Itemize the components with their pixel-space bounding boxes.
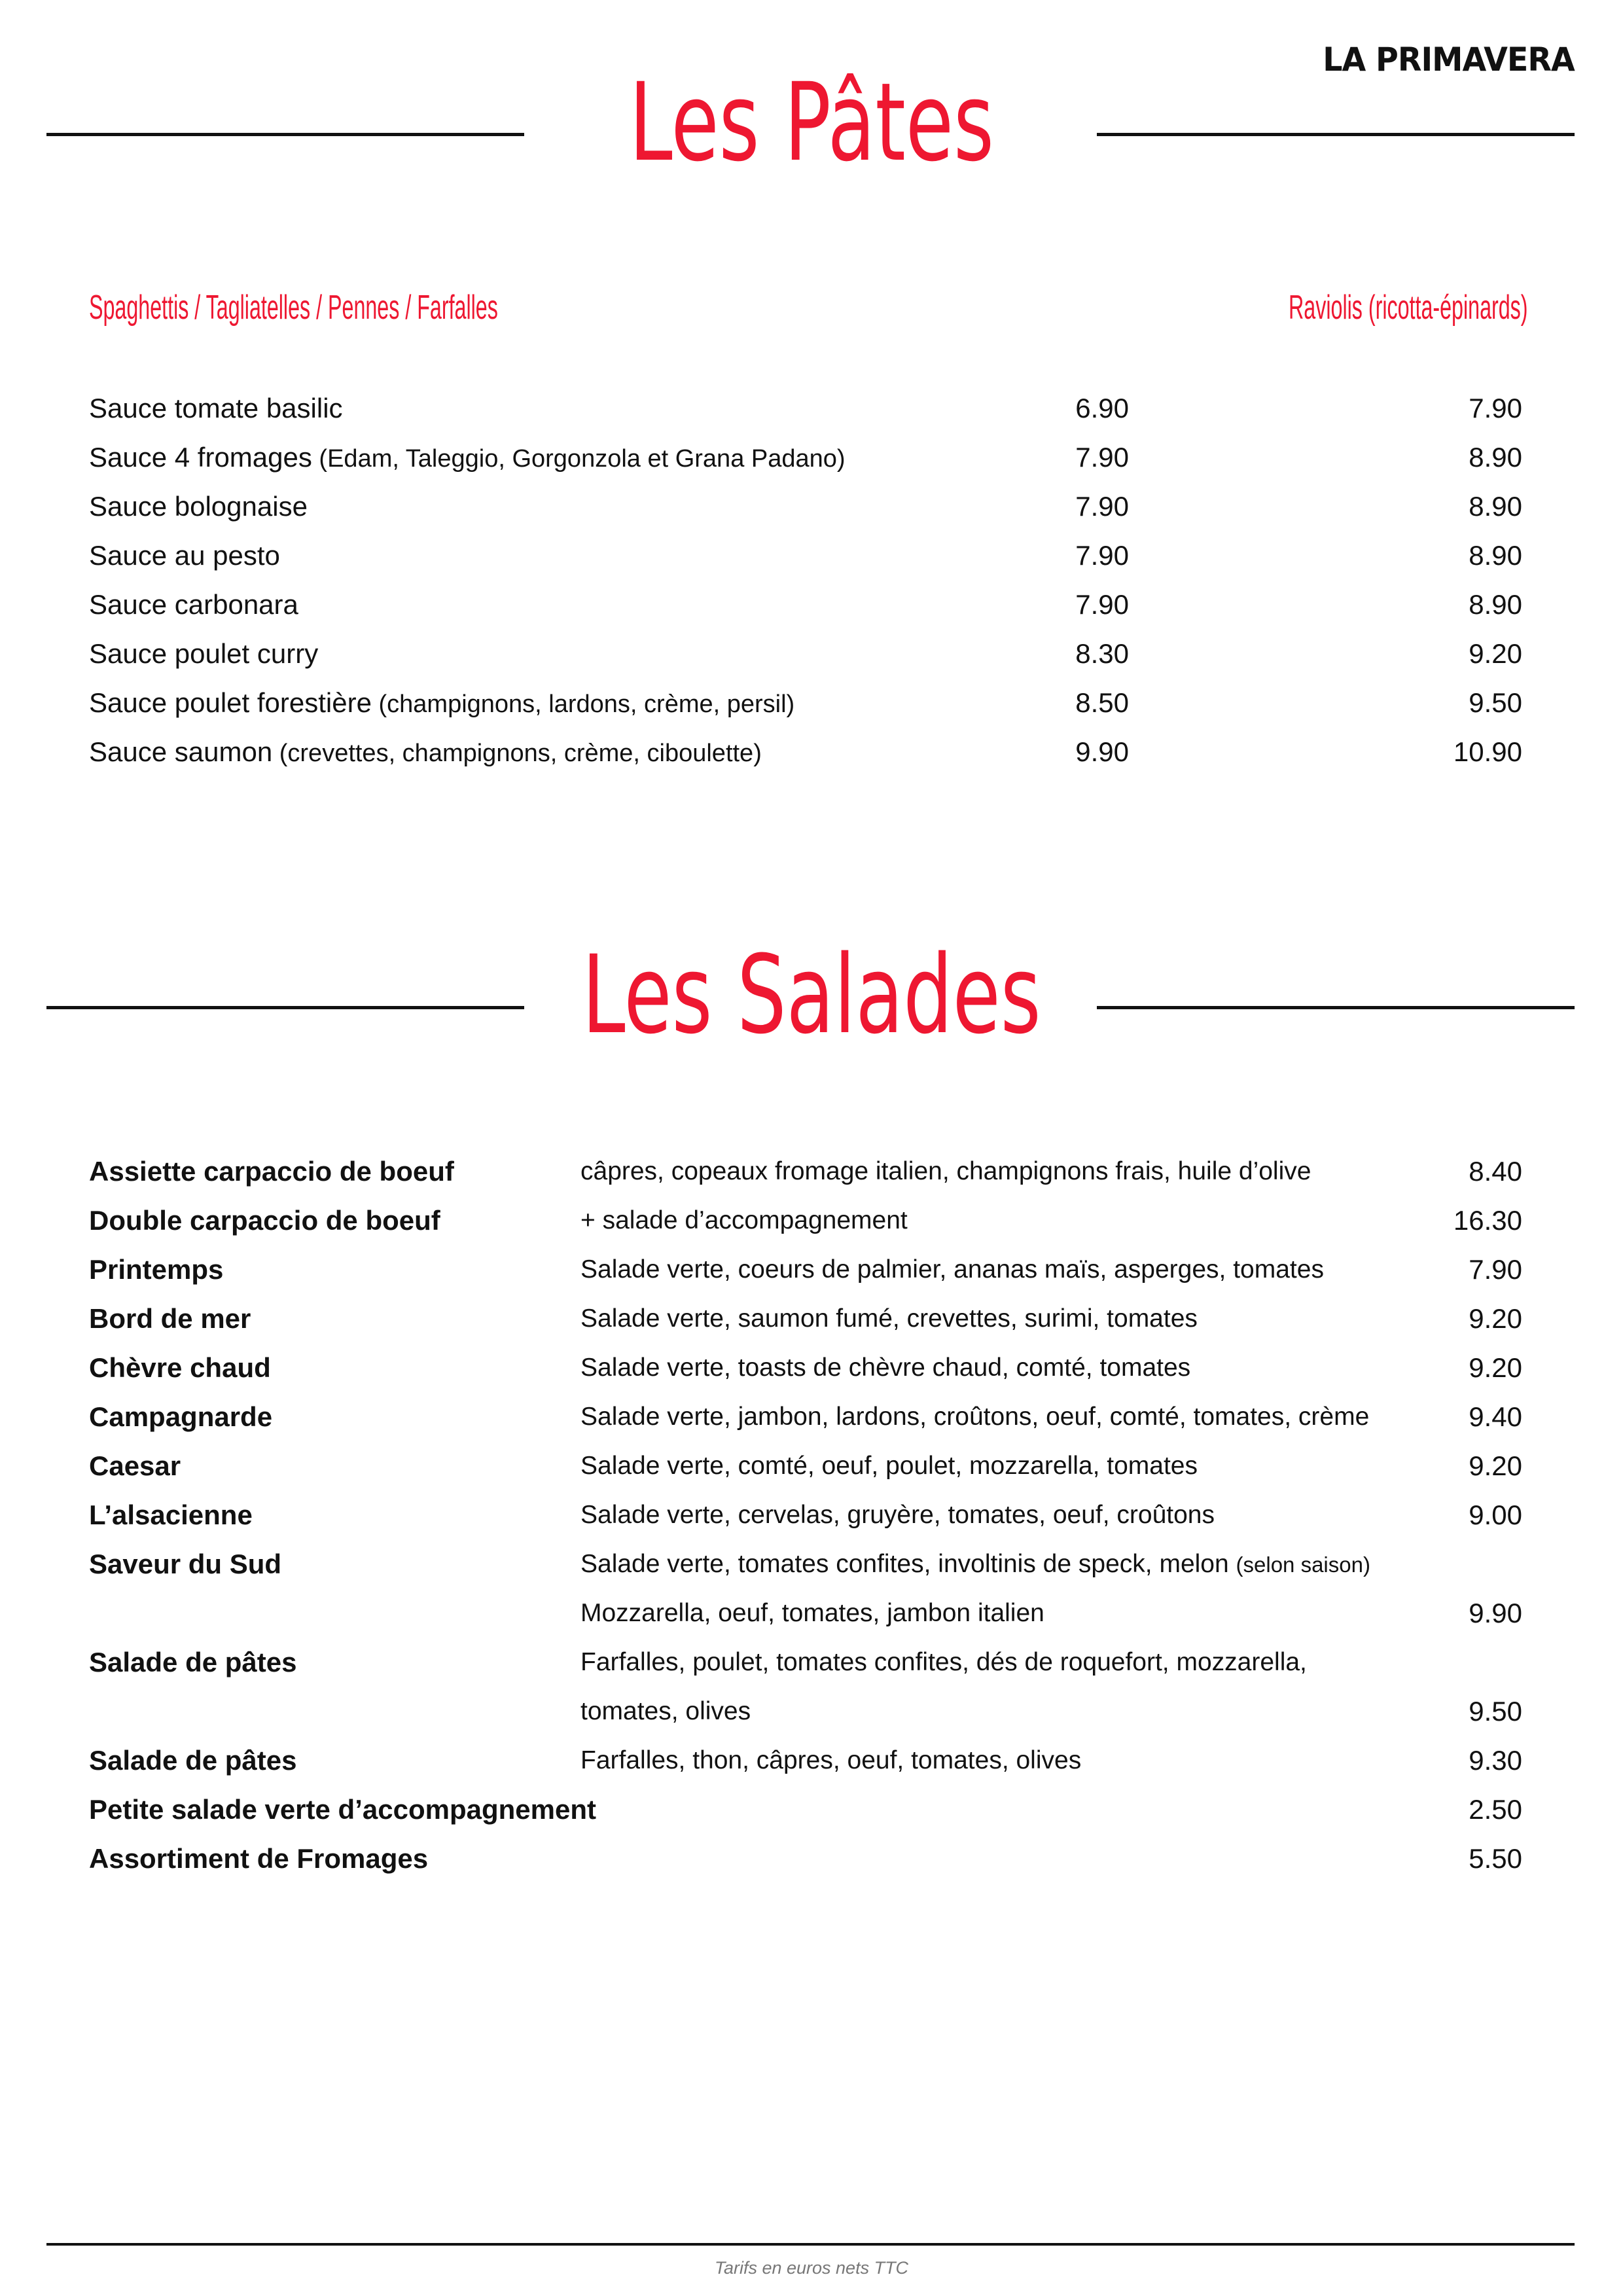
salad-description (580, 1588, 1044, 1638)
price-pasta: 7.90 (1075, 442, 1129, 473)
salad-description (580, 1196, 908, 1245)
menu-row (0, 678, 1623, 727)
dish-name (89, 482, 308, 531)
menu-row (0, 1736, 1623, 1785)
salad-name: Assiette carpaccio de boeuf (89, 1156, 454, 1187)
menu-row (0, 1196, 1623, 1245)
salad-name: Campagnarde (89, 1401, 273, 1432)
salad-description (580, 1392, 1369, 1441)
menu-row (0, 1490, 1623, 1539)
description-text: Mozzarella, oeuf, tomates, jambon italien (580, 1599, 1044, 1627)
salad-price: 9.30 (1469, 1745, 1522, 1776)
menu-row (0, 1834, 1623, 1883)
price-raviolis: 8.90 (1469, 589, 1522, 620)
title-text: Les Pâtes (629, 60, 994, 185)
menu-row (0, 1343, 1623, 1392)
dish-name (89, 727, 762, 778)
dish-name-text: Sauce bolognaise (89, 491, 308, 522)
price-raviolis: 9.50 (1469, 687, 1522, 718)
menu-row (0, 384, 1623, 433)
salad-description (580, 1736, 1081, 1785)
description-text: Farfalles, poulet, tomates confites, dés de roquefort, mozzarella, (580, 1648, 1307, 1676)
salad-description (580, 1294, 1198, 1343)
description-text: Salade verte, comté, oeuf, poulet, mozzarella, tomates (580, 1452, 1198, 1480)
dish-name-text: Sauce poulet curry (89, 638, 319, 669)
price-raviolis: 8.90 (1469, 442, 1522, 473)
footer-divider (46, 2243, 1575, 2246)
salad-name: L’alsacienne (89, 1499, 253, 1530)
header-text: Spaghettis / Tagliatelles / Pennes / Farfalles (89, 289, 498, 327)
salad-name: Double carpaccio de boeuf (89, 1205, 440, 1236)
salad-price: 9.90 (1469, 1598, 1522, 1628)
dish-name (89, 580, 298, 629)
salad-price: 9.40 (1469, 1401, 1522, 1432)
salad-price: 8.40 (1469, 1156, 1522, 1187)
dish-name-text: Sauce poulet forestière (89, 687, 372, 718)
salad-price: 16.30 (1453, 1205, 1522, 1236)
salad-name: Petite salade verte d’accompagnement (89, 1794, 596, 1825)
salad-price: 5.50 (1469, 1843, 1522, 1874)
salad-price: 9.20 (1469, 1303, 1522, 1334)
menu-row (0, 1638, 1623, 1687)
price-pasta: 7.90 (1075, 491, 1129, 522)
column-header-pasta (89, 288, 749, 327)
price-pasta: 7.90 (1075, 540, 1129, 571)
dish-name-text: Sauce tomate basilic (89, 393, 343, 423)
menu-row (0, 629, 1623, 678)
salad-description (580, 1441, 1198, 1490)
dish-detail: (champignons, lardons, crème, persil) (371, 691, 795, 718)
menu-row (0, 1785, 1623, 1834)
menu-row (0, 433, 1623, 482)
menu-row (0, 580, 1623, 629)
menu-row (0, 531, 1623, 580)
salad-description (580, 1638, 1307, 1687)
description-note: (selon saison) (1236, 1552, 1370, 1577)
price-pasta: 8.30 (1075, 638, 1129, 669)
description-text: tomates, olives (580, 1697, 751, 1725)
dish-name (89, 433, 846, 484)
salad-price: 9.20 (1469, 1352, 1522, 1383)
price-raviolis: 7.90 (1469, 393, 1522, 423)
footer-note: Tarifs en euros nets TTC (714, 2258, 909, 2278)
dish-name (89, 384, 343, 433)
dish-name-text: Sauce 4 fromages (89, 442, 312, 473)
menu-row (0, 1441, 1623, 1490)
menu-row (0, 1588, 1623, 1638)
salad-name: Caesar (89, 1450, 181, 1481)
menu-row (0, 482, 1623, 531)
salad-price: 2.50 (1469, 1794, 1522, 1825)
dish-name-text: Sauce au pesto (89, 540, 280, 571)
description-text: Salade verte, jambon, lardons, croûtons, oeuf, comté, tomates, crème (580, 1403, 1370, 1431)
salad-description (580, 1147, 1311, 1196)
price-pasta: 9.90 (1075, 736, 1129, 767)
description-text: Salade verte, coeurs de palmier, ananas maïs, asperges, tomates (580, 1255, 1324, 1283)
dish-name-text: Sauce saumon (89, 736, 273, 767)
salad-price: 9.50 (1469, 1696, 1522, 1727)
salad-description (580, 1343, 1190, 1392)
salad-price: 7.90 (1469, 1254, 1522, 1285)
dish-name (89, 531, 280, 580)
menu-row (0, 1539, 1623, 1588)
menu-row (0, 1147, 1623, 1196)
description-text: + salade d’accompagnement (580, 1206, 908, 1234)
price-pasta: 6.90 (1075, 393, 1129, 423)
salad-price: 9.20 (1469, 1450, 1522, 1481)
menu-row (0, 1294, 1623, 1343)
brand-logo: LA PRIMAVERA (1323, 41, 1575, 79)
salad-price: 9.00 (1469, 1499, 1522, 1530)
column-header-raviolis (1142, 288, 1528, 327)
salad-description (580, 1687, 751, 1736)
menu-row (0, 1687, 1623, 1736)
dish-name-text: Sauce carbonara (89, 589, 298, 620)
description-text: Salade verte, tomates confites, involtinis de speck, melon (580, 1550, 1236, 1578)
salad-name: Saveur du Sud (89, 1549, 282, 1579)
description-text: Farfalles, thon, câpres, oeuf, tomates, olives (580, 1746, 1082, 1774)
salad-name: Printemps (89, 1254, 224, 1285)
menu-row (0, 1245, 1623, 1294)
title-text: Les Salades (582, 932, 1041, 1058)
salad-name: Salade de pâtes (89, 1647, 297, 1677)
dish-detail: (Edam, Taleggio, Gorgonzola et Grana Padano) (312, 445, 846, 473)
salad-description (580, 1245, 1324, 1294)
price-raviolis: 8.90 (1469, 491, 1522, 522)
salad-name: Assortiment de Fromages (89, 1843, 429, 1874)
description-text: Salade verte, toasts de chèvre chaud, comté, tomates (580, 1354, 1191, 1382)
price-pasta: 8.50 (1075, 687, 1129, 718)
salad-name: Salade de pâtes (89, 1745, 297, 1776)
salad-description (580, 1490, 1215, 1539)
salad-description (580, 1539, 1370, 1589)
dish-name (89, 629, 318, 678)
salad-name: Chèvre chaud (89, 1352, 271, 1383)
menu-row (0, 727, 1623, 776)
dish-name (89, 678, 794, 729)
header-text: Raviolis (ricotta-épinards) (1289, 289, 1528, 327)
description-text: Salade verte, cervelas, gruyère, tomates, oeuf, croûtons (580, 1501, 1215, 1529)
description-text: câpres, copeaux fromage italien, champignons frais, huile d’olive (580, 1157, 1311, 1185)
price-raviolis: 10.90 (1453, 736, 1522, 767)
price-pasta: 7.90 (1075, 589, 1129, 620)
menu-row (0, 1392, 1623, 1441)
price-raviolis: 8.90 (1469, 540, 1522, 571)
description-text: Salade verte, saumon fumé, crevettes, surimi, tomates (580, 1304, 1198, 1333)
salad-name: Bord de mer (89, 1303, 251, 1334)
dish-detail: (crevettes, champignons, crème, ciboulette) (272, 740, 762, 767)
price-raviolis: 9.20 (1469, 638, 1522, 669)
section-title-salades (0, 932, 1623, 1058)
